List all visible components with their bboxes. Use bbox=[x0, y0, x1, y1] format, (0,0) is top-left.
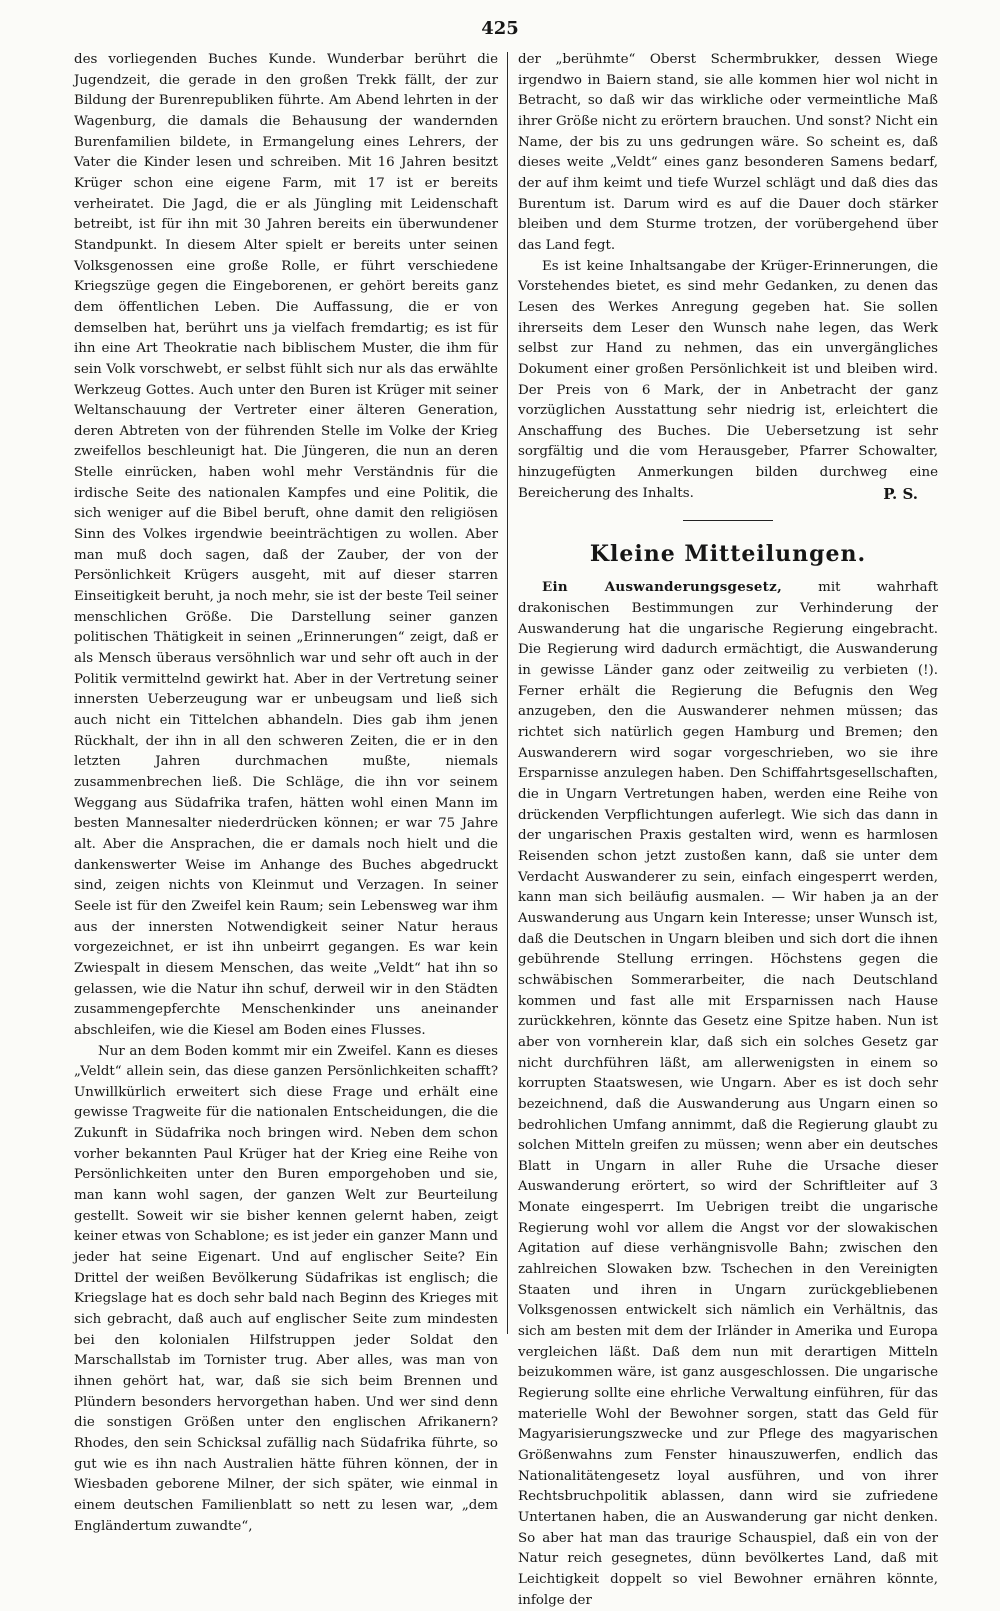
left-paragraph: Nur an dem Boden kommt mir ein Zweifel. Kann es dieses „Veldt“ allein sein, das diese ganzen Persönlichkeiten schafft? Unwillkürlich erweitert sich diese Frage und erhält eine gewisse Tragweite für die nationalen Entscheidungen, die die Zukunft in Südafrika noch bringen wird. Neben dem schon vorher bekannten Paul Krüger hat der Krieg eine Reihe von Persönlichkeiten unter den Buren emporgehoben und sie, man kann wohl sagen, der ganzen Welt zur Beurteilung gestellt. Soweit wir sie bisher kennen gelernt haben, zeigt keiner etwas von Schablone; es ist jeder ein ganzer Mann und jeder hat seine Eigenart. Und auf englischer Seite? Ein Drittel der weißen Bevölkerung Südafrikas ist englisch; die Kriegslage hat es doch sehr bald nach Beginn des Krieges mit sich gebracht, daß auch auf englischer Seite zum mindesten bei den kolonialen Hilfstruppen jeder Soldat den Marschallstab im Tornister trug. Aber alles, was man von ihnen gehört hat, war, daß sie sich beim Brennen und Plündern besonders hervorgethan haben. Und wer sind denn die sonstigen Größen unter den englischen Afrikanern? Rhodes, den sein Schicksal zufällig nach Südafrika führte, so gut wie es ihn nach Australien hätte führen können, der in Wiesbaden geborene Milner, der sich später, wie einmal in einem deutschen Familienblatt so nett zu lesen war, „dem Engländertum zuwandte“, bbox=[74, 1043, 498, 1534]
notice-paragraph bbox=[518, 577, 938, 1611]
left-paragraph: des vorliegenden Buches Kunde. Wunderbar berührt die Jugendzeit, die gerade in den großen Trekk fällt, der zur Bildung der Burenrepubliken führte. Am Abend lehrten in der Wagenburg, die damals die Behausung der wandernden Burenfamilien bildete, in Ermangelung eines Lehrers, der Vater die Kinder lesen und schreiben. Mit 16 Jahren besitzt Krüger schon eine eigene Farm, mit 17 ist er bereits verheiratet. Die Jagd, die er als Jüngling mit Leidenschaft betreibt, ist für ihn mit 30 Jahren bereits ein überwundener Standpunkt. In diesem Alter spielt er bereits unter seinen Volksgenossen eine große Rolle, er führt verschiedene Kriegszüge gegen die Eingeborenen, er gehört bereits ganz dem öffentlichen Leben. Die Auffassung, die er von demselben hat, berührt uns ja vielfach fremdartig; es ist für ihn eine Art Theokratie nach biblischem Muster, die ihm für sein Volk vorschwebt, er selbst fühlt sich nur als das erwählte Werkzeug Gottes. Auch unter den Buren ist Krüger mit seiner Weltanschauung der Vertreter einer älteren Generation, deren Abtreten von der führenden Stelle im Volke der Krieg zweifellos beschleunigt hat. Die Jüngeren, die nun an deren Stelle einrücken, haben wohl mehr Verständnis für die irdische Seite des nationalen Kampfes und eine Politik, die sich weniger auf die Bibel beruft, ohne damit den religiösen Sinn des Volkes irgendwie beeinträchtigen zu wollen. Aber man muß doch sagen, daß der Zauber, der von der Persönlichkeit Krügers ausgeht, mit auf dieser starren Einseitigkeit beruht, ja noch mehr, sie ist der beste Teil seiner menschlichen Größe. Die Darstellung seiner ganzen politischen Thätigkeit in seinen „Erinnerungen“ zeigt, daß er als Mensch überaus versöhnlich war und sehr oft auch in der Politik vermittelnd gewirkt hat. Aber in der Vertretung seiner innersten Ueberzeugung war er unbeugsam und ließ sich auch nicht ein Tittelchen abhandeln. Dies gab ihm jenen Rückhalt, der ihn in all den schweren Zeiten, die er in den letzten Jahren durchmachen mußte, niemals zusammenbrechen ließ. Die Schläge, die ihn vor seinem Weggang aus Südafrika trafen, hätten wohl einen Mann im besten Mannesalter niederdrücken können; er war 75 Jahre alt. Aber die Ansprachen, die er damals noch hielt und die dankenswerter Weise im Anhange des Buches abgedruckt sind, zeigen nichts von Kleinmut und Verzagen. In seiner Seele ist für den Zweifel kein Raum; sein Lebensweg war ihm aus der innersten Notwendigkeit seiner Natur heraus vorgezeichnet, er ist ihn unbeirrt gegangen. Es war kein Zwiespalt in diesem Menschen, das weite „Veldt“ hat ihn so gelassen, wie die Natur ihn schuf, derweil wir in den Städten zusammengepferchte Menschenkinder uns aneinander abschleifen, wie die Kiesel am Boden eines Flusses. bbox=[74, 52, 498, 1038]
column-divider bbox=[507, 52, 508, 1334]
review-closing-paragraph bbox=[518, 257, 938, 505]
notice-body: mit wahrhaft drakonischen Bestimmungen zur Verhinderung der Auswanderung hat die ungarische Regierung eingebracht. Die Regierung wird dadurch ermächtigt, die Auswanderung in gewisse Länder ganz oder zeitweilig zu verbieten (!). Ferner erhält die Regierung die Befugnis den Weg anzugeben, den die Auswanderer nehmen müssen; das richtet sich natürlich gegen Hamburg und Bremen; den Auswanderern wird sogar vorgeschrieben, wo sie ihre Ersparnisse anzulegen haben. Den Schiffahrtsgesellschaften, die in Ungarn Vertretungen haben, werden eine Reihe von drückenden Verpflichtungen auferlegt. Wie sich das dann in der ungarischen Praxis gestalten wird, wenn es harmlosen Reisenden schon jetzt zustoßen kann, daß sie unter dem Verdacht Auswanderer zu sein, einfach eingesperrt werden, kann man sich beiläufig ausmalen. — Wir haben ja an der Auswanderung aus Ungarn kein Interesse; unser Wunsch ist, daß die Deutschen in Ungarn bleiben und sich dort die ihnen gebührende Stellung erringen. Höchstens gegen die schwäbischen Sommerarbeiter, die nach Deutschland kommen und fast alle mit Ersparnissen nach Hause zurückkehren, könnte das Gesetz eine Spitze haben. Nun ist aber von vornherein klar, daß sich ein solches Gesetz gar nicht durchführen läßt, am allerwenigsten in einem so korrupten Staatswesen, wie Ungarn. Aber es ist doch sehr bezeichnend, daß die Auswanderung aus Ungarn einen so bedrohlichen Umfang annimmt, daß die Regierung glaubt zu solchen Mitteln greifen zu müssen; wenn aber ein deutsches Blatt in Ungarn in aller Ruhe die Ursache dieser Auswanderung erörtert, so wird der Schriftleiter auf 3 Monate eingesperrt. Im Uebrigen treibt die ungarische Regierung wohl vor allem die Angst vor der slowakischen Agitation auf diese verhängnisvolle Bahn; zwischen den zahlreichen Slowaken bzw. Tschechen in den Vereinigten Staaten und ihren in Ungarn zurückgebliebenen Volksgenossen entwickelt sich nämlich ein Verhältnis, das sich am besten mit dem der Irländer in Amerika und Europa vergleichen läßt. Daß dem nun mit derartigen Mitteln beizukommen wäre, ist ganz ausgeschlossen. Die ungarische Regierung sollte eine ehrliche Verwaltung einführen, für das materielle Wohl der Bewohner sorgen, statt das Geld für Magyarisierungszwecke und zur Pflege des magyarischen Größenwahns zum Fenster hinauszuwerfen, endlich das Nationalitätengesetz loyal ausführen, und von ihrer Rechtsbruchpolitik ablassen, dann wird sie zufriedene Untertanen haben, die an Auswanderung gar nicht denken. So aber hat man das traurige Schauspiel, daß ein von der Natur reich gesegnetes, dünn bevölkertes Land, daß mit Leichtigkeit doppelt so viel Bewohner ernähren könnte, infolge der bbox=[518, 580, 938, 1608]
right-paragraph: der „berühmte“ Oberst Schermbrukker, dessen Wiege irgendwo in Baiern stand, sie alle kommen hier wol nicht in Betracht, so daß wir das wirkliche oder vermeintliche Maß ihrer Größe nicht zu erörtern brauchen. Und sonst? Nicht ein Name, der bis zu uns gedrungen wäre. So scheint es, daß dieses weite „Veldt“ eines ganz besonderen Samens bedarf, der auf ihm keimt und tiefe Wurzel schlägt und daß dies das Burentum ist. Darum wird es auf die Dauer doch stärker bleiben und dem Sturme trotzen, der vorübergehend über das Land fegt. bbox=[518, 52, 938, 253]
review-closing-text: Es ist keine Inhaltsangabe der Krüger-Erinnerungen, die Vorstehendes bietet, es sind mehr Gedanken, zu denen das Lesen des Werkes Anregung gegeben hat. Sie sollen ihrerseits dem Leser den Wunsch nahe legen, das Werk selbst zur Hand zu nehmen, das ein unvergängliches Dokument einer großen Persönlichkeit ist und bleiben wird. Der Preis von 6 Mark, der in Anbetracht der ganz vorzüglichen Ausstattung sehr niedrig ist, erleichtert die Anschaffung des Buches. Die Uebersetzung ist sehr sorgfältig und die vom Herausgeber, Pfarrer Schowalter, hinzugefügten Anmerkungen bilden durchweg eine Bereicherung des Inhalts. bbox=[518, 258, 938, 501]
page-number: 425 bbox=[481, 18, 519, 39]
section-divider bbox=[683, 520, 773, 521]
author-signature: P. S. bbox=[883, 484, 918, 503]
notice-lead: Ein Auswanderungsgesetz, bbox=[542, 579, 783, 596]
right-column bbox=[518, 50, 938, 1608]
section-heading: Kleine Mitteilungen. bbox=[589, 541, 867, 568]
left-column bbox=[74, 50, 498, 1534]
